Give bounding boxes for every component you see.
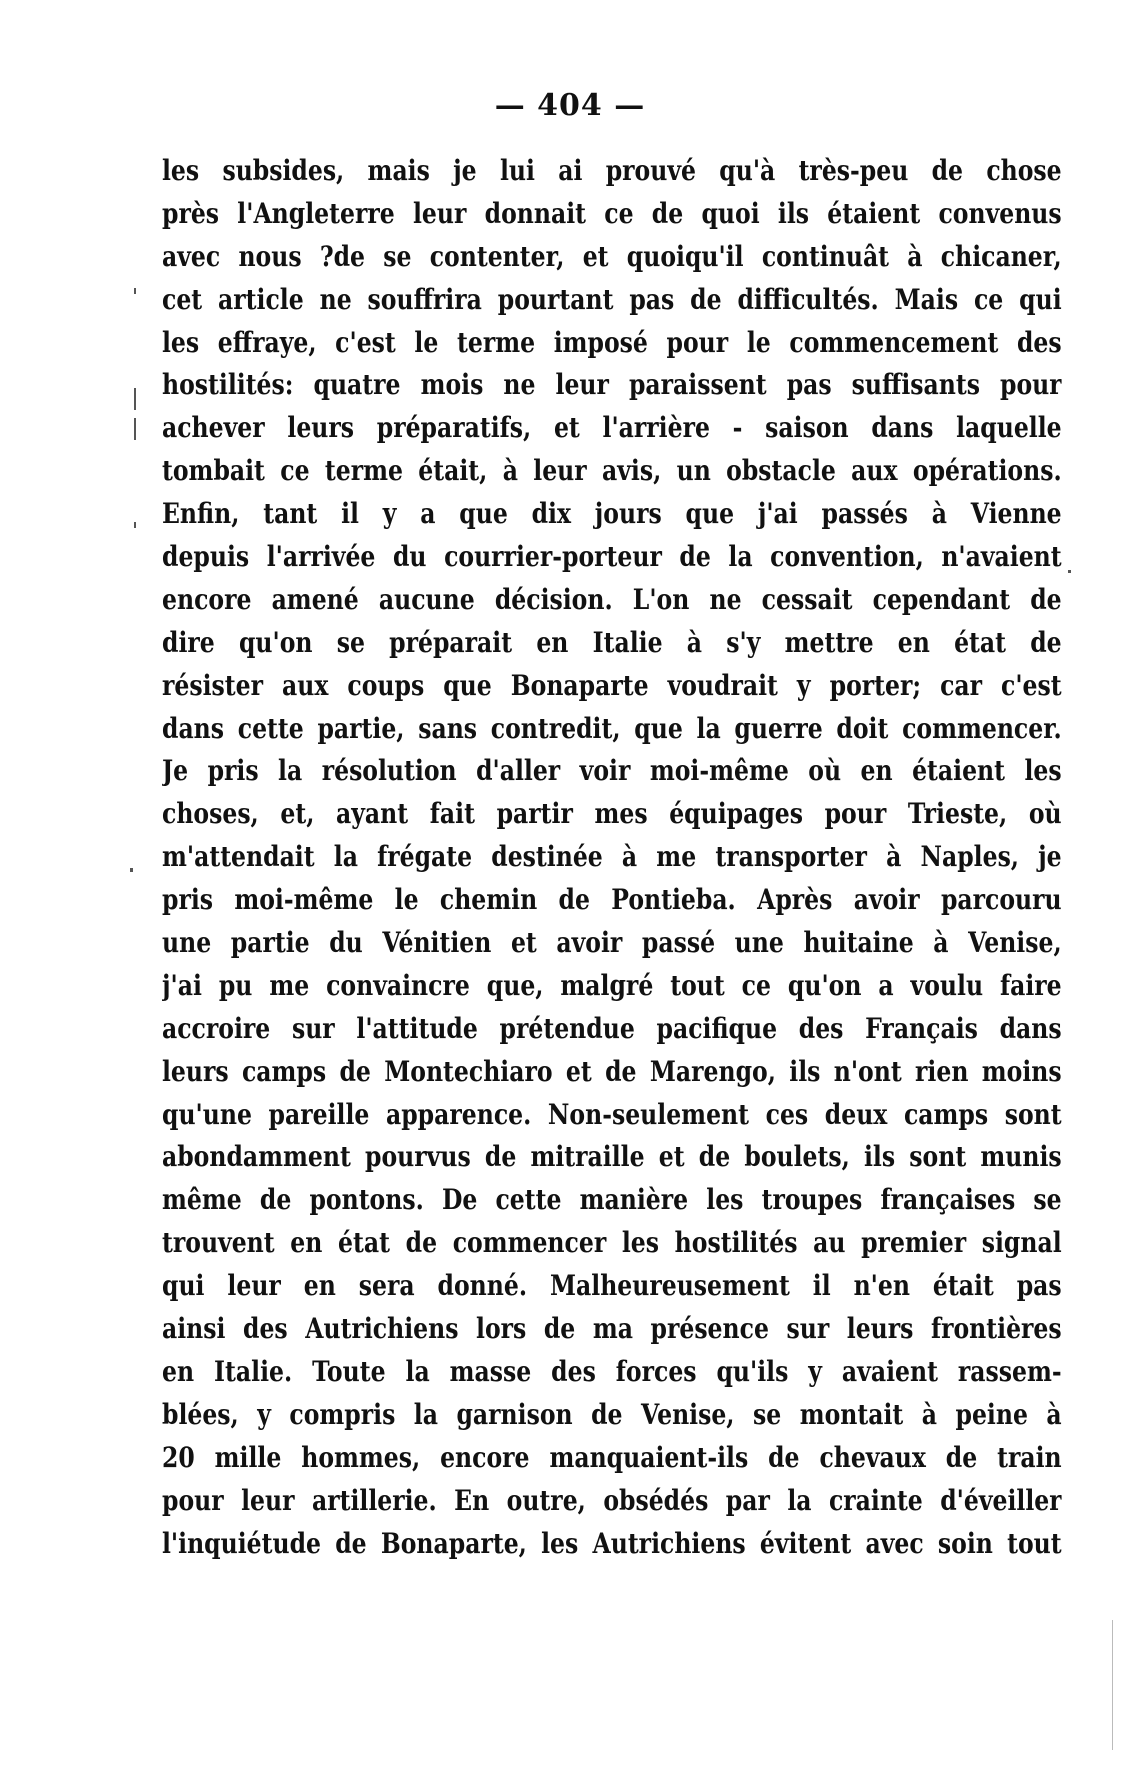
text-line: 20 mille hommes, encore manquaient-ils de chevaux de train [162,1440,1062,1474]
text-line: même de pontons. De cette manière les troupes françaises se [162,1183,1062,1217]
text-line: pris moi-même le chemin de Pontieba. Après avoir parcouru [162,883,1062,917]
text-line: dans cette partie, sans contredit, que la guerre doit commencer. [162,711,1062,745]
scan-mark [134,418,136,440]
scan-mark [134,388,136,410]
scan-mark [134,288,136,294]
text-line: avec nous ?de se contenter, et quoiqu'il continuât à chicaner, [162,239,1062,273]
text-line: depuis l'arrivée du courrier-porteur de la convention, n'avaient [162,540,1062,574]
text-line: l'inquiétude de Bonaparte, les Autrichiens évitent avec soin tout [162,1526,1062,1560]
scan-mark [130,868,133,872]
scan-mark [1112,1620,1113,1750]
text-line: j'ai pu me convaincre que, malgré tout ce qu'on a voulu faire [162,968,1062,1002]
text-line: près l'Angleterre leur donnait ce de quoi ils étaient convenus [162,196,1062,230]
text-line: blées, y compris la garnison de Venise, se montait à peine à [162,1397,1062,1431]
text-line: accroire sur l'attitude prétendue pacifique des Français dans [162,1011,1062,1045]
text-line: abondamment pourvus de mitraille et de boulets, ils sont munis [162,1140,1062,1174]
text-line: tombait ce terme était, à leur avis, un obstacle aux opérations. [162,454,1062,488]
text-line: les subsides, mais je lui ai prouvé qu'à très-peu de chose [162,154,1062,187]
text-line: hostilités: quatre mois ne leur paraissent pas suffisants pour [162,368,1062,402]
text-line: les effraye, c'est le terme imposé pour le commencement des [162,325,1062,359]
text-line: pour leur artillerie. En outre, obsédés par la crainte d'éveiller [162,1483,1062,1517]
scan-mark [1068,570,1071,573]
page-number: — 404 — [494,88,646,123]
text-line: Je pris la résolution d'aller voir moi-même où en étaient les [162,754,1062,788]
text-line: m'attendait la frégate destinée à me transporter à Naples, je [162,840,1062,874]
text-line: ainsi des Autrichiens lors de ma présence sur leurs frontières [162,1312,1062,1346]
text-line: leurs camps de Montechiaro et de Marengo, ils n'ont rien moins [162,1054,1062,1088]
page-text [162,150,1062,1565]
text-line: cet article ne souffrira pourtant pas de difficultés. Mais ce qui [162,282,1062,316]
text-line: résister aux coups que Bonaparte voudrait y porter; car c'est [162,668,1062,702]
text-line: dire qu'on se préparait en Italie à s'y mettre en état de [162,625,1062,659]
scan-mark [134,522,136,528]
text-line: en Italie. Toute la masse des forces qu'ils y avaient rassem- [162,1354,1062,1388]
text-line: achever leurs préparatifs, et l'arrière - saison dans laquelle [162,411,1062,445]
text-line: trouvent en état de commencer les hostilités au premier signal [162,1226,1062,1260]
text-line: qui leur en sera donné. Malheureusement il n'en était pas [162,1269,1062,1303]
text-line: une partie du Vénitien et avoir passé une huitaine à Venise, [162,926,1062,960]
text-line: encore amené aucune décision. L'on ne cessait cependant de [162,582,1062,616]
text-line: qu'une pareille apparence. Non-seulement ces deux camps sont [162,1097,1062,1131]
text-line: choses, et, ayant fait partir mes équipages pour Trieste, où [162,797,1062,831]
text-line: Enfin, tant il y a que dix jours que j'ai passés à Vienne [162,497,1062,531]
